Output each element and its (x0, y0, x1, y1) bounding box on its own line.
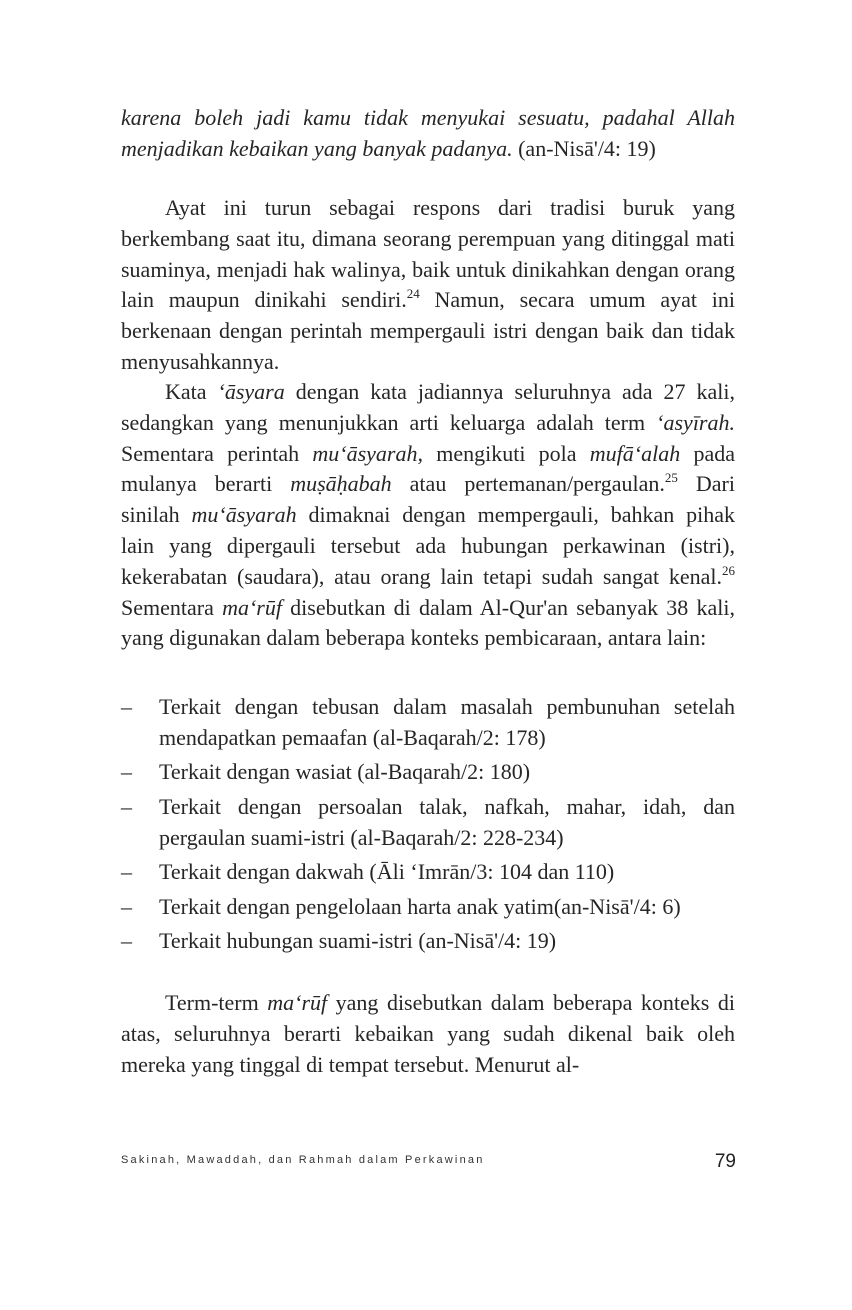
quote-citation: (an-Nisā'/4: 19) (512, 135, 656, 161)
paragraph-2-body (121, 377, 735, 654)
dash-marker: – (121, 859, 132, 885)
footnote-ref-26: 26 (722, 562, 735, 578)
quran-quote (121, 103, 735, 165)
arabic-term: ma‘rūf (222, 594, 282, 620)
paragraph-1-text-a: Ayat ini turun sebagai respons dari tradisi buruk yang berkembang saat itu, dimana seorang perempuan yang ditinggal mati suaminya, menjadi hak walinya, baik untuk dinikahkan dengan orang lain maupun dinikahi sendiri. (121, 195, 735, 313)
list-item-text: Terkait dengan wasiat (al-Baqarah/2: 180) (159, 759, 531, 785)
paragraph-1-text-b: Namun, secara umum ayat ini berkenaan dengan perintah mempergauli istri dengan baik dan tidak menyusahkannya. (121, 287, 735, 374)
paragraph-3 (121, 988, 735, 1080)
text-run: Sementara (121, 594, 223, 620)
page-number: 79 (714, 1151, 736, 1172)
dash-marker: – (121, 893, 132, 919)
list-item (121, 792, 735, 854)
quote-text: karena boleh jadi kamu tidak menyukai sesuatu, padahal Allah menjadikan kebaikan yang banyak padanya. (121, 105, 735, 161)
list-item-text: Terkait dengan persoalan talak, nafkah, mahar, idah, dan pergaulan suami-istri (al-Baqarah/2: 228-234) (159, 793, 735, 850)
text-run: Dari sinilah (121, 471, 735, 528)
text-run: dimaknai dengan mempergauli, bahkan pihak lain yang dipergauli tersebut ada hubungan perkawinan (istri), kekerabatan (saudara), atau orang lain tetapi sudah sangat kenal. (121, 502, 735, 589)
text-run: mengikuti pola (423, 440, 590, 466)
arabic-term: muṣāḥabah (290, 471, 392, 497)
arabic-term: mu‘āsyarah, (312, 440, 423, 466)
arabic-term: ‘asyīrah. (656, 409, 735, 435)
text-run: atau pertemanan/pergaulan. (391, 471, 665, 497)
list-item-text: Terkait dengan dakwah (Āli ‘Imrān/3: 104 dan 110) (159, 859, 615, 885)
paragraph-3-body (121, 988, 735, 1080)
text-run: Term-term (165, 990, 268, 1015)
dash-marker: – (121, 928, 132, 954)
list-item-text: Terkait dengan pengelolaan harta anak yatim(an-Nisā'/4: 6) (159, 893, 681, 919)
text-run: Sementara perintah (121, 440, 313, 466)
paragraph-2 (121, 377, 735, 654)
list-item-text: Terkait hubungan suami-istri (an-Nisā'/4: 19) (159, 928, 557, 954)
dash-marker: – (121, 759, 132, 785)
list-item (121, 892, 735, 923)
list-item-text: Terkait dengan tebusan dalam masalah pembunuhan setelah mendapatkan pemaafan (al-Baqarah/2: 178) (159, 694, 735, 750)
arabic-term: mufā‘alah (589, 440, 681, 466)
text-run: disebutkan di dalam Al-Qur'an sebanyak 38 kali, yang digunakan dalam beberapa konteks pembicaraan, antara lain: (121, 594, 735, 651)
footnote-ref-25: 25 (664, 470, 678, 486)
list-item (121, 692, 735, 754)
dash-marker: – (121, 694, 132, 719)
arabic-term: mu‘āsyarah (191, 502, 297, 528)
text-run: dengan kata jadiannya seluruhnya ada 27 kali, sedangkan yang menunjukkan arti keluarga adalah term (121, 379, 735, 435)
paragraph-1-body (121, 193, 735, 378)
list-item (121, 857, 735, 888)
text-run: yang disebutkan dalam beberapa konteks di atas, seluruhnya berarti kebaikan yang sudah dikenal baik oleh mereka yang tinggal di tempat tersebut. Menurut al- (121, 990, 735, 1077)
arabic-term: ‘āsyara (217, 379, 285, 404)
context-list (121, 692, 735, 961)
list-item (121, 757, 735, 788)
arabic-term: ma‘rūf (267, 990, 328, 1015)
text-run: Kata (165, 379, 218, 404)
footnote-ref-24: 24 (406, 286, 420, 302)
paragraph-1 (121, 193, 735, 378)
running-footer-title: Sakinah, Mawaddah, dan Rahmah dalam Perkawinan (121, 1154, 485, 1166)
list-item (121, 926, 735, 957)
text-run: pada mulanya berarti (121, 440, 735, 497)
dash-marker: – (121, 793, 132, 819)
